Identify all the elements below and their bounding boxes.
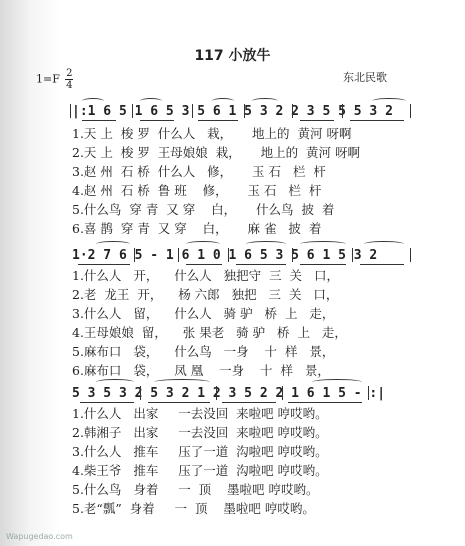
lyric-line-1-4: 4.赵 州 石 桥 鲁 班 修， 玉 石 栏 杆 xyxy=(72,183,322,198)
lyric-line-1-6: 6.喜 鹊 穿 青 又 穿 白， 麻 雀 披 着 xyxy=(72,221,322,236)
notation-row-1: |:1 6 5 1 6 5 3 5 6 1 5 3 2 2 3 5 5 5 3 2 xyxy=(72,104,393,119)
lyric-line-3-6: 5.老“瓢” 身着 一 顶 墨啦吧 哼哎哟。 xyxy=(72,501,315,516)
lyric-line-1-5: 5.什么鸟 穿 青 又 穿 白， 什么鸟 披 着 xyxy=(72,202,335,217)
lyric-line-2-4: 4.王母娘娘 留， 张 果老 骑 驴 桥 上 走， xyxy=(72,325,347,340)
lyric-line-3-5: 5.什么鸟 身着 一 顶 墨啦吧 哼哎哟。 xyxy=(72,482,319,497)
time-top: 2 xyxy=(66,68,73,79)
key-label: 1=F xyxy=(36,72,60,86)
song-title: 117 小放牛 xyxy=(194,48,271,64)
lyric-line-2-2: 2.老 龙王 开， 杨 六郎 独把 三 关 口， xyxy=(72,287,339,302)
lyric-line-2-3: 3.什么人 留， 什么人 骑 驴 桥 上 走， xyxy=(72,306,335,321)
lyric-line-3-4: 4.柴王爷 推车 压了一道 沟啦吧 哼哎哟。 xyxy=(72,463,328,478)
key-signature xyxy=(36,68,73,91)
song-origin: 东北民歌 xyxy=(343,71,387,84)
time-bottom: 4 xyxy=(66,80,73,91)
notation-row-2: 1·2 7 6 5 - 1 6 1 0 1 6 5 3 5 6 1 5 3 2 xyxy=(72,248,378,263)
lyric-line-1-3: 3.赵 州 石 桥 什么人 修， 玉 石 栏 杆 xyxy=(72,164,326,179)
lyric-line-2-5: 5.麻布口 袋， 什么鸟 一身 十 样 景， xyxy=(72,344,335,359)
lyric-line-3-1: 1.什么人 出家 一去没回 来啦吧 哼哎哟。 xyxy=(72,406,328,421)
lyric-line-1-2: 2.天 上 梭 罗 王母娘娘 栽， 地上的 黄河 呀啊 xyxy=(72,145,361,160)
time-signature xyxy=(65,68,73,91)
lyric-line-2-1: 1.什么人 开， 什么人 独把守 三 关 口， xyxy=(72,268,339,283)
lyric-line-3-2: 2.韩湘子 出家 一去没回 来啦吧 哼哎哟。 xyxy=(72,425,328,440)
site-watermark: Wapugedao.com xyxy=(6,532,73,541)
notation-row-3: 5 3 5 3 2 5 3 2 1 2 3 5 2 2 1 6 1 5 - :| xyxy=(72,386,386,401)
lyric-line-1-1: 1.天 上 梭 罗 什么人 栽， 地上的 黄河 呀啊 xyxy=(72,126,352,141)
lyric-line-3-3: 3.什么人 推车 压了一道 沟啦吧 哼哎哟。 xyxy=(72,444,328,459)
lyric-line-2-6: 6.麻布口 袋， 凤 凰 一身 十 样 景， xyxy=(72,363,330,378)
